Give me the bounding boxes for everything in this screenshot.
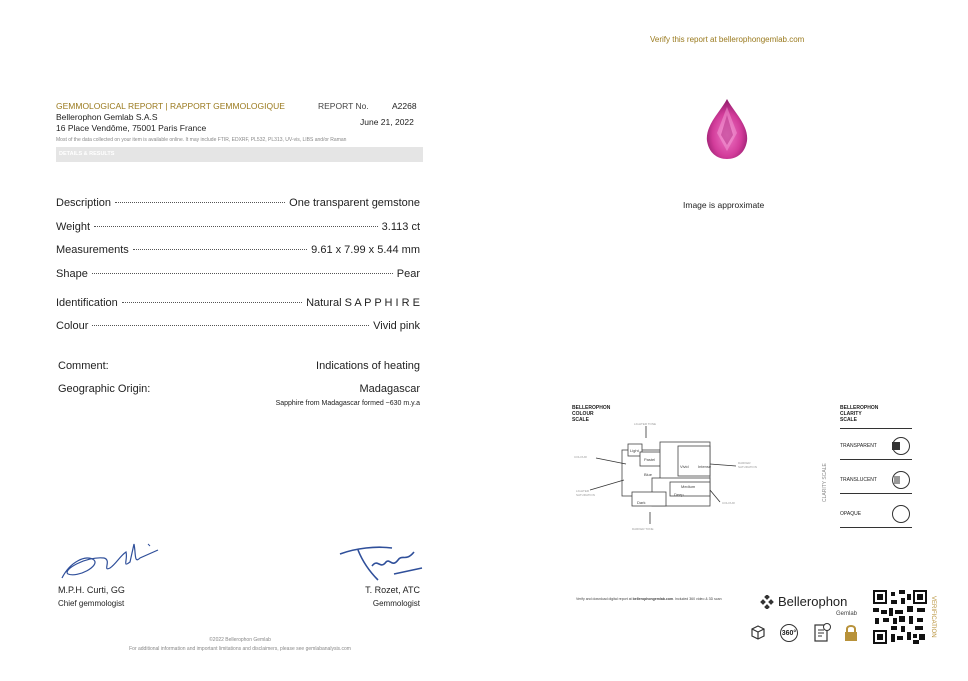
clarity-scale-title-line: SCALE [840,417,857,423]
colour-scale-title-line: BELLEROPHON [572,405,611,411]
detail-value: One transparent gemstone [289,197,420,209]
dot-leader [92,325,369,326]
lock-icon [843,623,859,643]
cell-medium: Medium [681,484,696,489]
arrow-label: LIGHTER [576,489,590,493]
image-caption: Image is approximate [683,200,765,210]
cell-dark: Dark [637,500,646,505]
detail-row-shape [56,268,420,280]
detail-row-description [56,197,420,209]
data-note: Most of the data collected on your item is available online. It may include FTIR, EDXRF, PL532, PL313, UV-vis, LIBS and/or Raman [56,137,347,143]
arrow-label: DARKER TONE [632,527,654,531]
cell-blue: Blue [644,472,653,477]
signer-name-2: T. Rozet, ATC [365,585,420,595]
comment-label: Comment: [58,360,109,372]
report-title: GEMMOLOGICAL REPORT | RAPPORT GEMMOLOGIQUE [56,101,285,111]
verification-label: VERIFICATION [930,596,936,638]
digital-note-text: Verify and download digital report at [576,597,633,601]
colour-scale-title-line: COLOUR [572,411,594,417]
cell-light: Light [630,448,639,453]
arrow-label: LIGHTER TONE [634,422,657,426]
bellerophon-logo-icon [760,595,774,609]
report-date: June 21, 2022 [360,117,414,127]
detail-row-measurements [56,244,420,256]
cell-deep: Deep [674,492,684,497]
dot-leader [94,226,378,227]
detail-row-colour [56,320,420,332]
clarity-circle [892,471,910,489]
detail-value: Vivid pink [373,320,420,332]
detail-label: Measurements [56,244,129,256]
detail-label: Weight [56,221,91,233]
arrow-label: COLOUR [722,501,735,505]
origin-value: Madagascar [359,383,420,395]
digital-note-site[interactable]: bellerophongemlab.com [632,597,674,601]
arrow-label: SATURATION [738,465,757,469]
clarity-scale-title-line: CLARITY [840,411,862,417]
colour-scale-title-line: SCALE [572,417,589,423]
digital-report-note [576,597,722,601]
360-video-icon[interactable]: 360° [780,624,798,642]
cell-intense: Intense [698,464,712,469]
section-bar [56,147,423,162]
detail-value: Pear [396,268,420,280]
report-no-label: REPORT No. [318,101,369,111]
arrow-label: COLOUR [574,455,587,459]
clarity-row-transparent [840,432,912,460]
detail-row-identification [56,297,420,309]
dot-leader [92,273,393,274]
clarity-circle [892,437,910,455]
clarity-scale-title [840,405,878,423]
disclaimer: For additional information and important limitations and disclaimers, please see gemlabanalysis.com [129,646,351,652]
digital-note-text: . Included 360 video & 3D scan [673,597,722,601]
certificate-icon[interactable] [812,622,832,644]
clarity-top-rule [840,428,912,429]
detail-label: Shape [56,268,88,280]
clarity-circle [892,505,910,523]
signature-rozet [336,540,426,585]
company-name: Bellerophon Gemlab S.A.S [56,112,158,122]
detail-label: Identification [56,297,118,309]
qr-code-icon[interactable] [873,590,927,644]
clarity-label: OPAQUE [840,510,862,517]
clarity-label: TRANSLUCENT [840,476,877,483]
clarity-row-opaque [840,500,912,528]
copyright: ©2022 Bellerophon Gemlab [209,637,271,643]
brand-name: Bellerophon [778,594,848,609]
gemstone-image [703,97,751,161]
cell-pastel: Pastel [644,457,656,462]
comment-value: Indications of heating [316,360,420,372]
colour-scale-diagram [570,420,770,535]
clarity-scale-title-line: BELLEROPHON [840,405,879,411]
dot-leader [115,202,285,203]
detail-row-weight [56,221,420,233]
origin-note: Sapphire from Madagascar formed ~630 m.y.a [275,400,420,407]
cell-vivid: Vivid [680,464,689,469]
signature-curti [56,532,166,584]
section-title: DETAILS & RESULTS [59,151,115,157]
brand-sub: Gemlab [836,611,858,617]
arrow-label: SATURATION [576,493,595,497]
detail-label: Description [56,197,112,209]
dot-leader [122,302,302,303]
report-no: A2268 [392,101,417,111]
arrow-label: DARKER [738,461,751,465]
clarity-row-translucent [840,466,912,494]
company-address: 16 Place Vendôme, 75001 Paris France [56,123,207,133]
detail-value: Natural S A P P H I R E [306,297,420,309]
signer-name-1: M.P.H. Curti, GG [58,585,125,595]
verify-link[interactable]: Verify this report at bellerophongemlab.com [650,35,805,44]
3d-scan-icon[interactable] [748,623,768,643]
signer-role-1: Chief gemmologist [58,599,125,608]
detail-label: Colour [56,320,89,332]
signer-role-2: Gemmologist [372,599,420,608]
clarity-label: TRANSPARENT [840,442,877,449]
clarity-side-label: CLARITY SCALE [822,463,828,502]
detail-value: 3.113 ct [381,221,420,233]
dot-leader [133,249,307,250]
detail-value: 9.61 x 7.99 x 5.44 mm [311,244,420,256]
origin-label: Geographic Origin: [58,383,151,395]
